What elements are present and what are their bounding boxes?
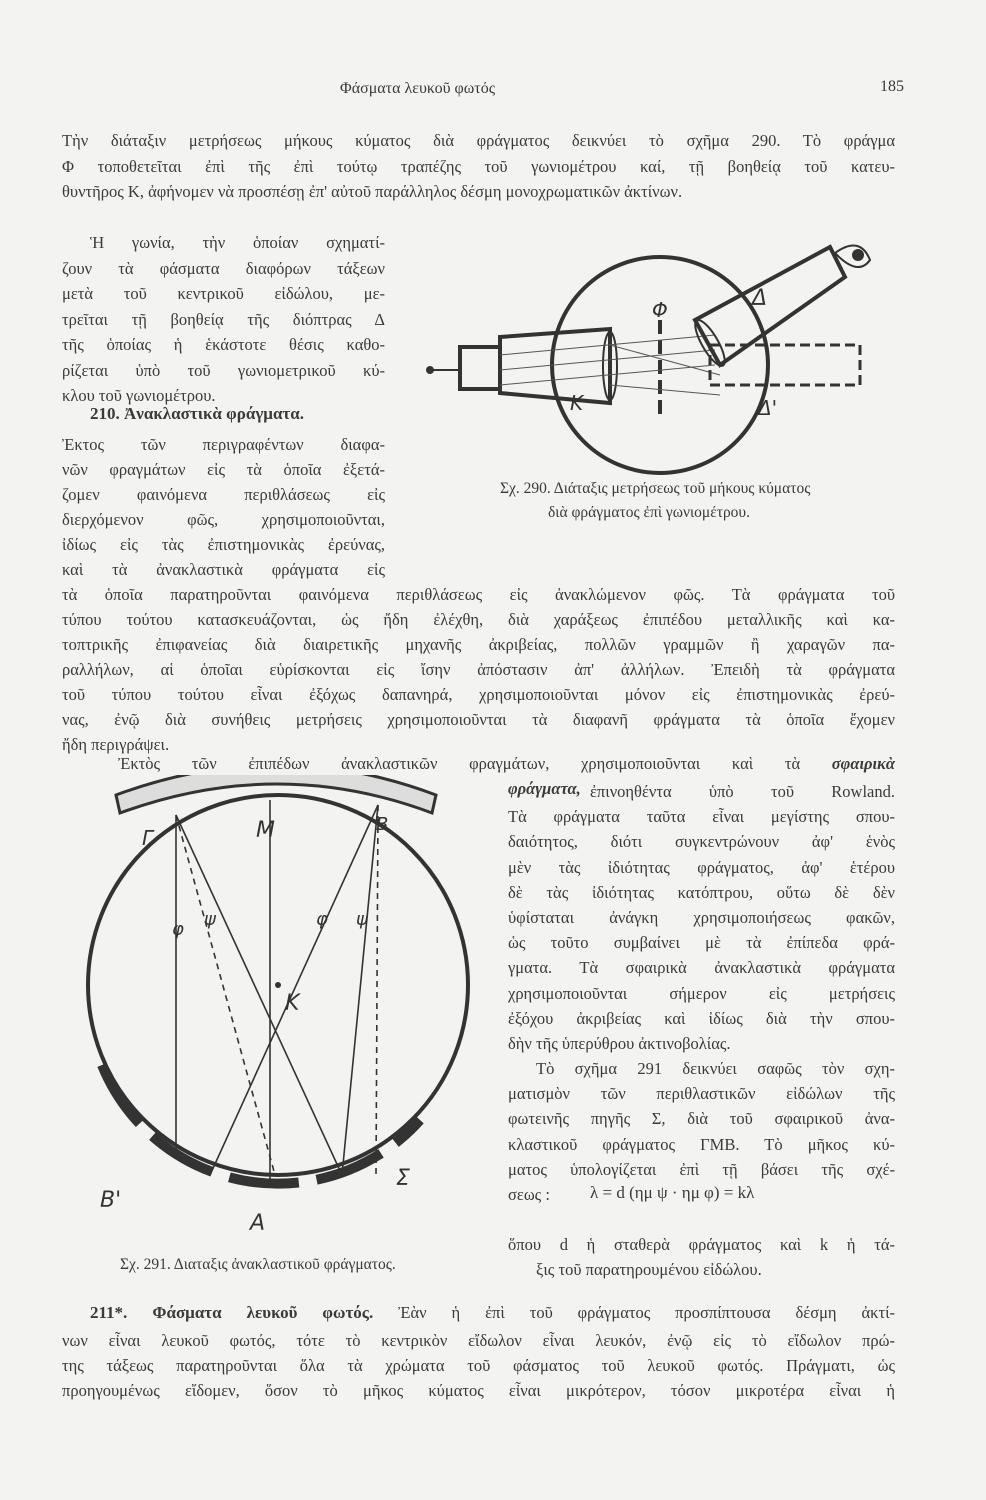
- text-line: ὡς τοῦτο συμβαίνει μὲ τὰ ἐπίπεδα φρά-: [508, 933, 895, 953]
- text-line: ἐπινοηθέντα ὑπὸ τοῦ Rowland.: [590, 782, 895, 801]
- spherical-intro: Ἐκτὸς τῶν ἐπιπέδων ἀνακλαστικῶν φραγμάτων, χρησιμοποιοῦνται καὶ τὰ: [118, 754, 801, 773]
- text-line: ἤδη περιγράψει.: [62, 735, 170, 754]
- label-collimator: Κ: [570, 391, 584, 415]
- figure-290-caption-line2: διὰ φράγματος ἐπὶ γωνιομέτρου.: [548, 504, 750, 521]
- text-line: κλαστικοῦ φράγματος ΓΜΒ. Τὸ μῆκος κύ-: [508, 1134, 895, 1154]
- text-line: καὶ τὰ ἀνακλαστικὰ φράγματα εἰς: [62, 560, 385, 579]
- text-line: μὲν τὰς ἰδιότητας φράγματος, ἀφ' ἑτέρου: [508, 857, 895, 877]
- rays: [176, 800, 378, 1185]
- label-phi-left: φ: [172, 919, 184, 940]
- text-line: τύπου τούτου κατασκευάζονται, ὡς ἤδη ἐλέχθη, διὰ χαράξεως ἐπιπέδου μεταλλικῆς καὶ κα-: [62, 610, 895, 629]
- running-title: Φάσματα λευκοῦ φωτός: [340, 80, 496, 97]
- text-line: γματα. Τὰ σφαιρικὰ ἀνακλαστικὰ φράγματα: [508, 958, 895, 978]
- text-line: ζουν τὰ φάσματα διαφόρων τάξεων: [62, 258, 385, 278]
- telescope-alt-position: [710, 345, 860, 385]
- figure-291-rowland-grating: [80, 775, 480, 1245]
- intro-paragraph: [62, 128, 895, 205]
- text-line: μετὰ τοῦ κεντρικοῦ εἰδώλου, με-: [62, 284, 385, 303]
- text-line: δὲ τὰς ἰδιότητας κατόπτρου, οὕτω δὲ δὲν: [508, 882, 895, 902]
- label-B: Β: [376, 814, 389, 835]
- text-line: διερχόμενον φῶς, χρησιμοποιοῦνται,: [62, 510, 385, 529]
- section-211-heading: 211*. Φάσματα λευκοῦ φωτός.: [90, 1303, 374, 1322]
- spherical-intro-line: [118, 754, 895, 774]
- section-211-text: Ἐὰν ἡ ἐπὶ τοῦ φράγματος προσπίπτουσα δέσμη ἀκτί-: [398, 1303, 896, 1322]
- text-line: ματος ὑπολογίζεται ἐπὶ τῇ βάσει τῆς σχέ-: [508, 1159, 895, 1179]
- text-line: σεως :: [508, 1185, 550, 1204]
- text-line: ἐξόχου ἀκριβείας καὶ ἰδίως διὰ τὴν σπου-: [508, 1008, 895, 1028]
- rowland-paragraph: [508, 779, 895, 1207]
- page-number: 185: [880, 78, 904, 95]
- term-spherical: σφαιρικὰ: [831, 754, 895, 773]
- text-line: ραλλήλων, αἱ ὁποῖαι εὑρίσκονται εἰς ἴσην ἀπόστασιν ἀπ' ἀλλήλων. Ἐπειδὴ τὰ φράγματα: [62, 660, 895, 679]
- figure-290-goniometer: [420, 225, 900, 475]
- text-line: νῶν φραγμάτων εἰς τὰ ὁποῖα ἐξετά-: [62, 460, 385, 479]
- section-210-column: [62, 432, 385, 582]
- text-line: τοῦ τύπου τούτου εἶναι ἐξόχως δαπανηρά, χρησιμοποιοῦνται μόνον εἰς ἐπιστημονικὰς ἐρεύ-: [62, 685, 895, 704]
- text-line: Τὰ φράγματα ταῦτα εἶναι μεγίστης σπου-: [508, 807, 895, 827]
- section-210-heading: 210. Ἀνακλαστικὰ φράγματα.: [90, 404, 305, 423]
- text-line: Τὸ σχῆμα 291 δεικνύει σαφῶς τὸν σχη-: [536, 1059, 895, 1079]
- label-phi-right: φ: [316, 909, 328, 930]
- label-A: Α: [250, 1211, 266, 1236]
- label-telescope: Δ: [752, 286, 768, 311]
- text-line: ματισμὸν τῶν περιθλαστικῶν εἰδώλων τῆς: [508, 1084, 895, 1104]
- text-line: Τὴν διάταξιν μετρήσεως μήκους κύματος διὰ φράγματος δεικνύει τὸ σχῆμα 290. Τὸ φράγμα: [62, 131, 895, 150]
- label-psi-right: ψ: [356, 909, 368, 930]
- label-M: Μ: [256, 818, 275, 843]
- label-telescope-alt: Δ': [758, 396, 778, 420]
- wavelength-formula: λ = d (ημ ψ · ημ φ) = kλ: [590, 1183, 755, 1202]
- text-line: κλου τοῦ γωνιομέτρου.: [62, 386, 216, 405]
- text-line: ξις τοῦ παρατηρουμένου εἰδώλου.: [536, 1260, 762, 1279]
- text-line: ζομεν φαινόμενα περιθλάσεως εἰς: [62, 485, 385, 504]
- text-line: χρησιμοποιοῦνται σήμερον εἰς μετρήσεις: [508, 983, 895, 1003]
- text-line: δαιότητος, διότι συγκεντρώνουν ἀφ' ἑνὸς: [508, 832, 895, 852]
- text-line: ὅπου d ἡ σταθερὰ φράγματος καὶ k ἡ τά-: [508, 1235, 895, 1254]
- text-line: Ἡ γωνία, τὴν ὁποίαν σχηματί-: [90, 233, 385, 252]
- formula-explanation: [508, 1232, 895, 1282]
- label-B-prime: Β': [100, 1188, 122, 1213]
- angle-paragraph: [62, 230, 385, 409]
- label-K: Κ: [285, 991, 300, 1016]
- text-line: φωτεινῆς πηγῆς Σ, διὰ τοῦ σφαιρικοῦ ἀνα-: [508, 1109, 895, 1129]
- text-line: νας, ἐνῷ διὰ συνήθεις μετρήσεις χρησιμοποιοῦνται τὰ διαφανῆ φράγματα τὰ ὁποῖα ἔχομεν: [62, 710, 895, 729]
- text-line: ἰδίως εἰς τὰς ἐπιστημονικὰς ἐρεύνας,: [62, 535, 385, 554]
- label-psi-left: ψ: [204, 909, 216, 930]
- text-line: τρεῖται τῇ βοηθείᾳ τῆς διόπτρας Δ: [62, 309, 385, 329]
- text-line: προηγουμένως εἴδομεν, ὅσον τὸ μῆκος κύματος εἶναι μικρότερον, τόσον μικροτέρα εἶναι ἡ: [62, 1381, 895, 1400]
- section-211-paragraph: [62, 1328, 895, 1403]
- section-211-first-line: [90, 1303, 895, 1323]
- text-line: ὑφίσταται ἀνάγκη χρησιμοποιήσεως φακῶν,: [508, 907, 895, 927]
- label-S: Σ: [396, 1166, 410, 1191]
- text-line: τοπτρικῆς ἐπιφανείας διὰ διαιρετικῆς μηχανῆς ἀκριβείας, πολλῶν γραμμῶν ἢ χαραγῶν πα-: [62, 635, 895, 654]
- text-line: θυντῆρος Κ, ἀφήνομεν νὰ προσπέσῃ ἐπ' αὐτοῦ παράλληλος δέσμη μονοχρωματικῶν ἀκτίνων.: [62, 182, 683, 201]
- figure-290-caption-line1: Σχ. 290. Διάταξις μετρήσεως τοῦ μήκους κύματος: [500, 480, 811, 497]
- label-grating: Φ: [652, 298, 668, 322]
- term-gratings: [508, 779, 581, 799]
- text-line: δὴν τῆς ὑπερύθρου ἀκτινοβολίας.: [508, 1033, 731, 1053]
- text-line: τὰ ὁποῖα παρατηροῦνται φαινόμενα περιθλάσεως εἰς ἀνακλώμενον φῶς. Τὰ φράγματα τοῦ: [62, 585, 895, 604]
- text-line: Ἐκτος τῶν περιγραφέντων διαφα-: [62, 435, 385, 454]
- section-210-paragraph: [62, 582, 895, 757]
- center-point: [275, 982, 281, 988]
- text-line: ρίζεται ὑπὸ τοῦ γωνιομετρικοῦ κύ-: [62, 360, 385, 380]
- text-line: νων εἶναι λευκοῦ φωτός, τότε τὸ κεντρικὸν εἴδωλον εἶναι λευκόν, ἐνῷ εἰς τὸ εἴδωλον πρώ-: [62, 1331, 895, 1350]
- text-line: της τάξεως παρατηροῦνται ὅλα τὰ χρώματα τοῦ φάσματος τοῦ λευκοῦ φωτός. Πράγματι, ὡς: [62, 1356, 895, 1375]
- text-line: τῆς ὁποίας ἡ ἑκάστοτε θέσις καθο-: [62, 335, 385, 354]
- figure-291-caption: Σχ. 291. Διαταξις ἀνακλαστικοῦ φράγματος.: [120, 1256, 396, 1273]
- text-line: Φ τοποθετεῖται ἐπὶ τῆς ἐπὶ τούτῳ τραπέζης τοῦ γωνιομέτρου καί, τῇ βοηθείᾳ τοῦ κατευ-: [62, 156, 895, 176]
- label-G: Γ: [142, 826, 154, 850]
- term-gratings-text: φράγματα,: [508, 779, 581, 798]
